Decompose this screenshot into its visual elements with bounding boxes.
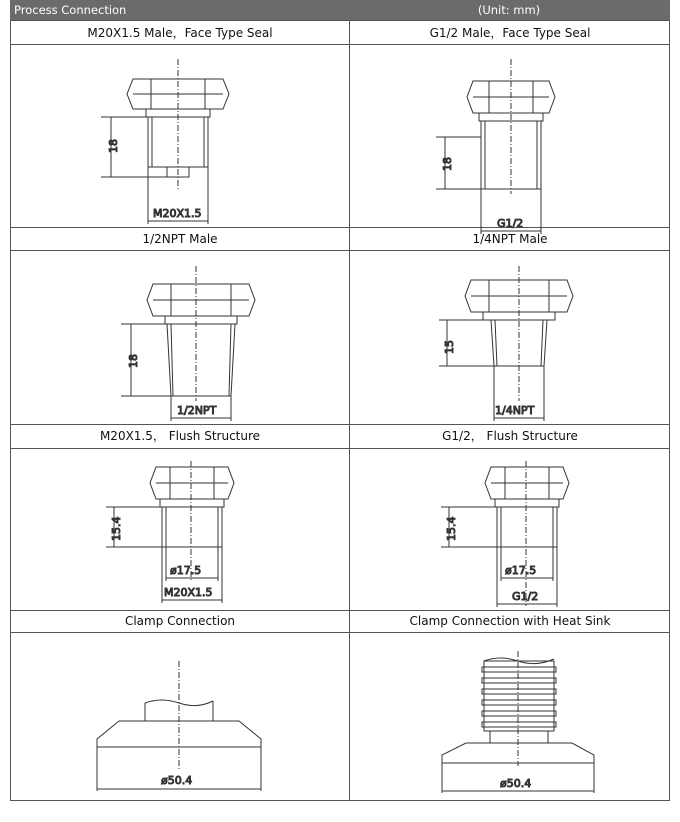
- dim-diameter: ø17.5: [170, 564, 202, 577]
- dim-height: 15.4: [445, 516, 458, 541]
- clamp-connection-drawing: [91, 661, 271, 821]
- dim-height: 18: [127, 354, 140, 368]
- dim-thread: M20X1.5: [164, 586, 213, 599]
- row-divider: [11, 44, 669, 45]
- npt12-male-drawing: [101, 266, 261, 426]
- header-left-label: Process Connection: [14, 3, 127, 17]
- cell-title: 1/4NPT Male: [472, 232, 548, 246]
- m20-male-face-seal-drawing: [91, 59, 231, 229]
- dim-height: 15.4: [110, 516, 123, 541]
- npt14-male-drawing: [431, 266, 591, 426]
- row-divider: [11, 250, 669, 251]
- dim-diameter: ø50.4: [161, 774, 193, 787]
- process-connection-table: [10, 0, 670, 805]
- g12-flush-drawing: [436, 461, 596, 626]
- cell-title: M20X1.5， Flush Structure: [99, 429, 261, 443]
- dim-thread: M20X1.5: [153, 207, 202, 220]
- cell-title: Clamp Connection with Heat Sink: [409, 614, 611, 628]
- cell-title: 1/2NPT Male: [142, 232, 218, 246]
- cell-title: G1/2， Flush Structure: [442, 429, 578, 443]
- dim-height: 18: [441, 157, 454, 171]
- dim-thread: G1/2: [497, 217, 524, 230]
- dim-thread: 1/2NPT: [177, 404, 217, 417]
- dim-thread: 1/4NPT: [495, 404, 535, 417]
- m20-flush-drawing: [96, 461, 256, 626]
- row-divider: [11, 448, 669, 449]
- header-unit-label: (Unit: mm): [477, 3, 541, 17]
- column-divider: [349, 21, 350, 800]
- dim-height: 15: [443, 340, 456, 354]
- row-divider: [11, 632, 669, 633]
- cell-title: M20X1.5 Male，Face Type Seal: [87, 26, 273, 40]
- dim-diameter: ø50.4: [500, 777, 532, 790]
- cell-title: Clamp Connection: [124, 614, 236, 628]
- g12-male-face-seal-drawing: [431, 59, 571, 229]
- dim-height: 18: [107, 139, 120, 153]
- dim-thread: G1/2: [512, 590, 539, 603]
- table-header: [10, 0, 670, 20]
- clamp-heat-sink-drawing: [436, 651, 616, 821]
- cell-title: G1/2 Male，Face Type Seal: [429, 26, 591, 40]
- dim-diameter: ø17.5: [505, 564, 537, 577]
- drawing-grid: [10, 20, 670, 801]
